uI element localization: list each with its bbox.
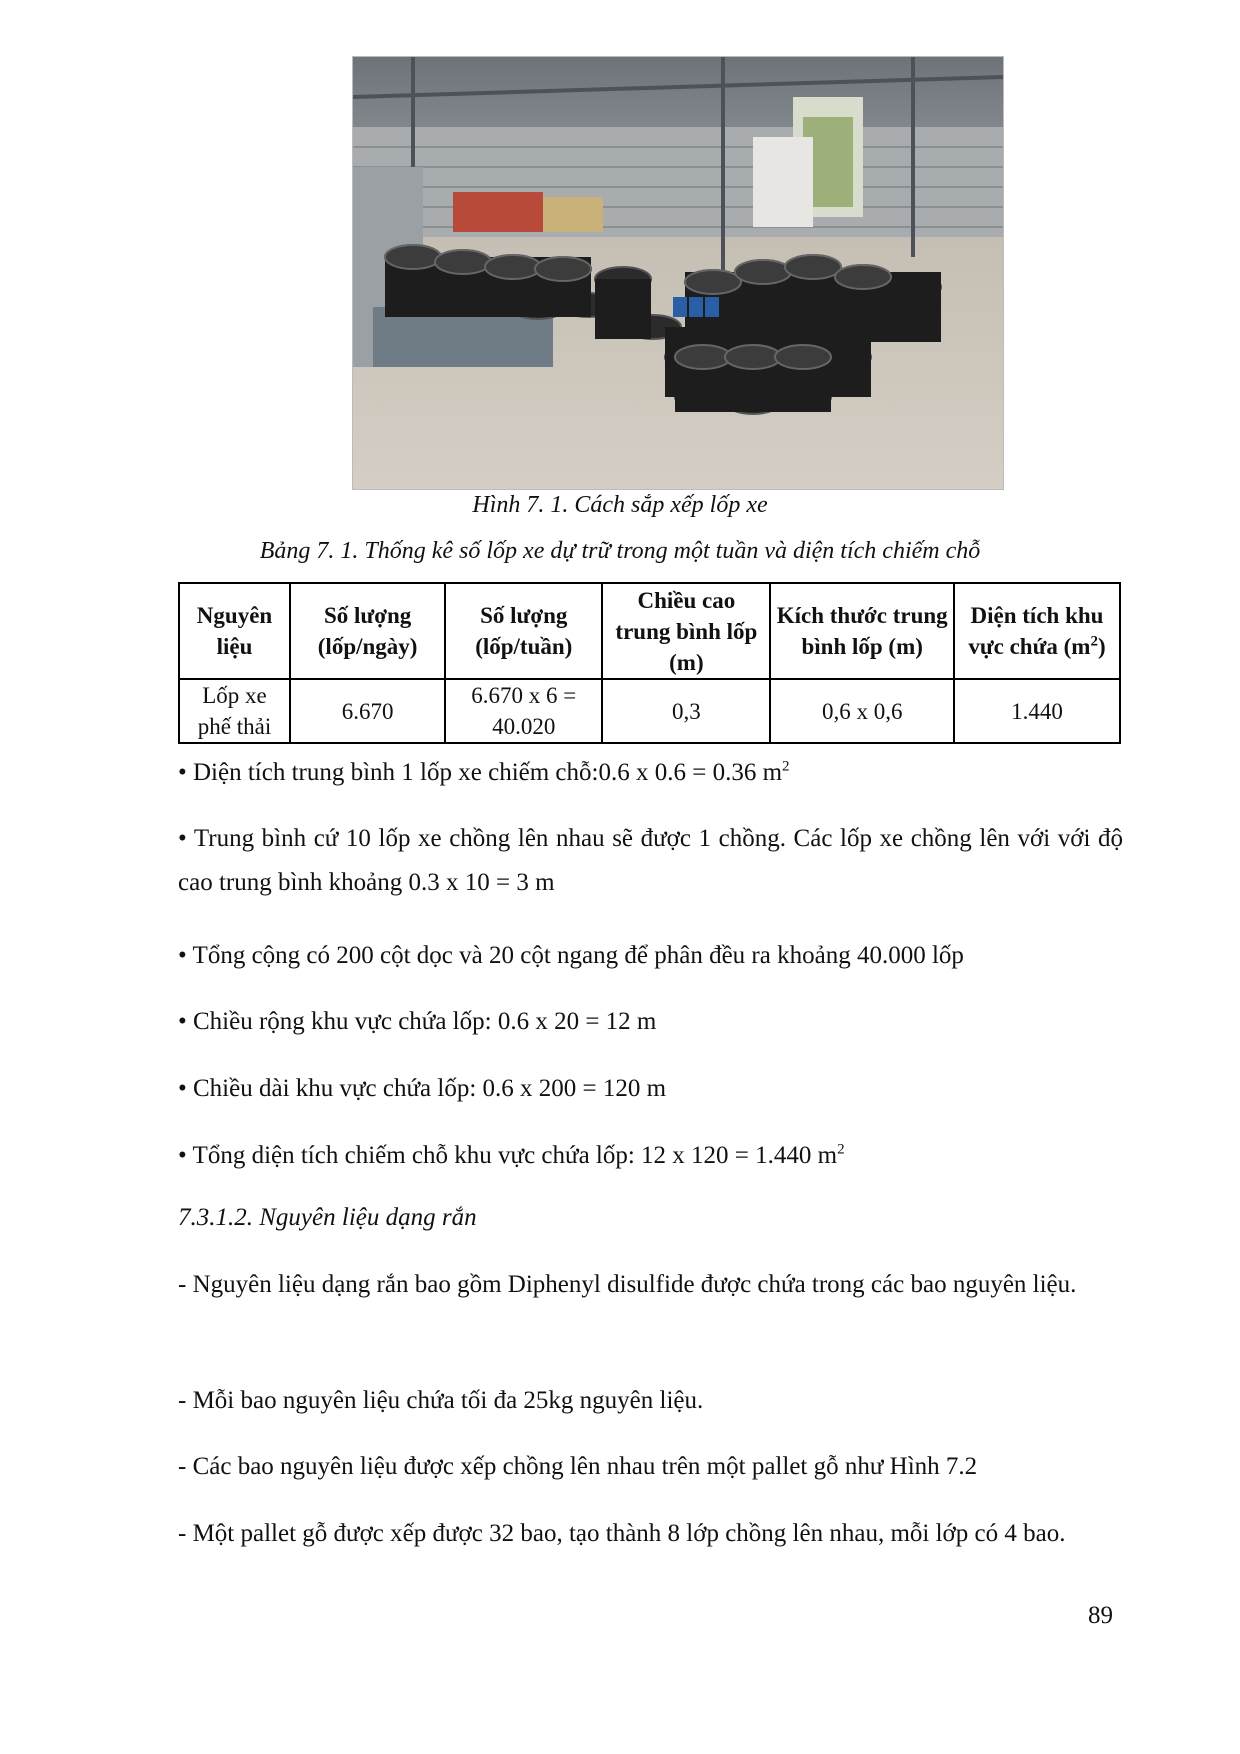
cell-so-luong-ngay: 6.670: [290, 679, 445, 743]
paragraph: - Các bao nguyên liệu được xếp chồng lên nhau trên một pallet gỗ như Hình 7.2: [178, 1453, 978, 1480]
tire-storage-table: [178, 582, 1121, 744]
cell-chieu-cao: 0,3: [602, 679, 770, 743]
header-so-luong-tuan: Số lượng (lốp/tuần): [445, 583, 602, 679]
header-dien-tich: [954, 583, 1120, 679]
page-number: 89: [1088, 1602, 1113, 1629]
bullet-text: • Diện tích trung bình 1 lốp xe chiếm chỗ:0.6 x 0.6 = 0.36 m: [178, 759, 783, 786]
table-header-row: [179, 583, 1120, 679]
table-caption: Bảng 7. 1. Thống kê số lốp xe dự trữ trong một tuần và diện tích chiếm chỗ: [259, 538, 981, 564]
cell-nguyen-lieu: Lốp xe phế thải: [179, 679, 290, 743]
paragraph: - Nguyên liệu dạng rắn bao gồm Diphenyl disulfide được chứa trong các bao nguyên liệu.: [178, 1271, 1077, 1298]
header-dien-tich-sup: 2: [1090, 633, 1098, 650]
cell-dien-tich: 1.440: [954, 679, 1120, 743]
header-dien-tich-suffix: ): [1097, 634, 1106, 659]
bullet-item: [178, 1134, 1123, 1178]
section-heading: 7.3.1.2. Nguyên liệu dạng rắn: [178, 1204, 477, 1231]
cell-so-luong-tuan: 6.670 x 6 = 40.020: [445, 679, 602, 743]
figure-caption: Hình 7. 1. Cách sắp xếp lốp xe: [472, 492, 768, 518]
paragraph: - Mỗi bao nguyên liệu chứa tối đa 25kg nguyên liệu.: [178, 1387, 704, 1414]
header-kich-thuoc: Kích thước trung bình lốp (m): [770, 583, 954, 679]
bullet-item: [178, 751, 1123, 795]
bullet-item: • Trung bình cứ 10 lốp xe chồng lên nhau sẽ được 1 chồng. Các lốp xe chồng lên với với độ cao trung bình khoảng 0.3 x 10 = 3 m: [178, 825, 1123, 896]
bullet-item: • Tổng cộng có 200 cột dọc và 20 cột ngang để phân đều ra khoảng 40.000 lốp: [178, 942, 964, 969]
bullet-sup: 2: [782, 758, 790, 775]
tire-storage-warehouse-photo: [352, 56, 1004, 490]
table-row: [179, 679, 1120, 743]
paragraph: - Một pallet gỗ được xếp được 32 bao, tạo thành 8 lớp chồng lên nhau, mỗi lớp có 4 bao.: [178, 1520, 1066, 1547]
bullet-text: • Tổng diện tích chiếm chỗ khu vực chứa lốp: 12 x 120 = 1.440 m: [178, 1142, 838, 1169]
header-dien-tich-text: Diện tích khu vực chứa (m: [968, 603, 1104, 659]
bullet-item: • Chiều rộng khu vực chứa lốp: 0.6 x 20 = 12 m: [178, 1008, 657, 1035]
header-so-luong-ngay: Số lượng (lốp/ngày): [290, 583, 445, 679]
header-chieu-cao: Chiều cao trung bình lốp (m): [602, 583, 770, 679]
bullet-item: • Chiều dài khu vực chứa lốp: 0.6 x 200 = 120 m: [178, 1075, 667, 1102]
header-nguyen-lieu: Nguyên liệu: [179, 583, 290, 679]
cell-kich-thuoc: 0,6 x 0,6: [770, 679, 954, 743]
bullet-sup: 2: [837, 1141, 845, 1158]
